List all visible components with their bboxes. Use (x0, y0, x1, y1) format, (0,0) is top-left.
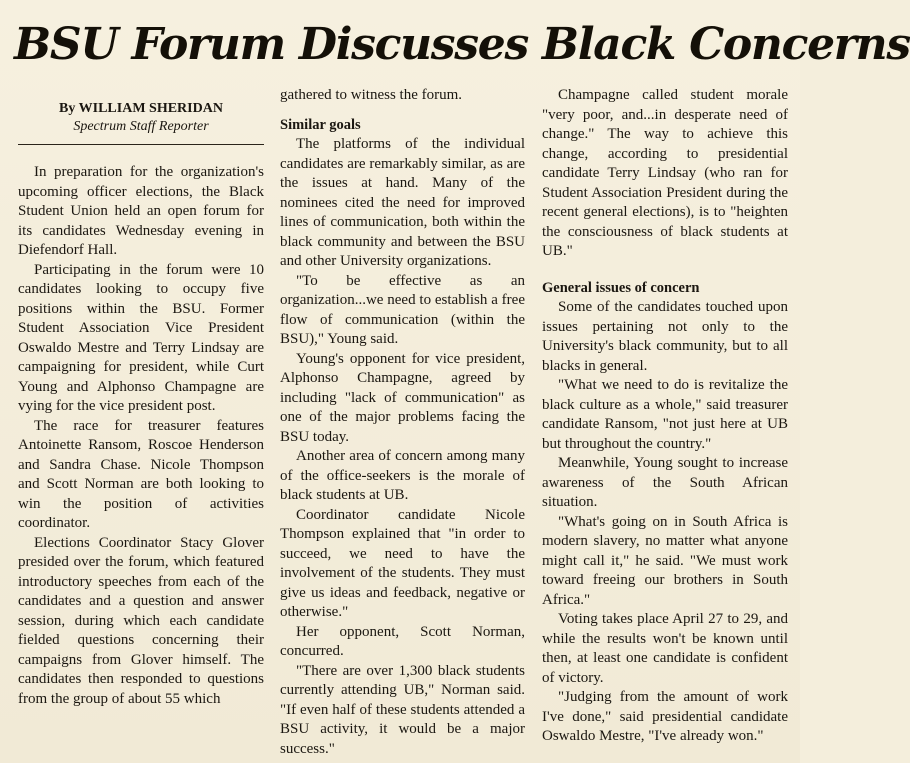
article-column-2 (280, 86, 525, 759)
paragraph: Her opponent, Scott Norman, concurred. (280, 623, 525, 659)
paragraph: "What's going on in South Africa is modern slavery, no matter what anyone might call it," he said. "We must work toward freeing our brothers in South Africa." (542, 513, 788, 608)
subhead: Similar goals (280, 116, 361, 133)
paragraph: Coordinator candidate Nicole Thompson explained that "in order to succeed, we need to have the involvement of the students. They must give us ideas and feedback, negative or otherwise." (280, 506, 525, 620)
paragraph: "There are over 1,300 black students currently attending UB," Norman said. "If even half of these students attended a BSU activity, it would be a major success." (280, 662, 525, 757)
byline-role: Spectrum Staff Reporter (73, 119, 209, 134)
paragraph: "To be effective as an organization...we need to establish a free flow of communication (within the BSU)," Young said. (280, 272, 525, 347)
paragraph: In preparation for the organization's upcoming officer elections, the Black Student Union held an open forum for its candidates Wednesday evening in Diefendorf Hall. (18, 164, 264, 258)
paragraph: The race for treasurer features Antoinette Ransom, Roscoe Henderson and Sandra Chase. Nicole Thompson and Scott Norman are both looking to win the position of activities coordinator. (18, 417, 264, 531)
article-column-1 (18, 86, 264, 709)
byline-block (18, 86, 264, 145)
subhead: General issues of concern (542, 279, 700, 296)
byline: By WILLIAM SHERIDAN (59, 101, 223, 116)
paragraph: Voting takes place April 27 to 29, and while the results won't be known until then, at least one candidate is confident of victory. (542, 611, 788, 686)
paragraph: The platforms of the individual candidates are remarkably similar, as are the issues at hand. Many of the nominees cited the need for improved lines of communication, both within the black community and between the BSU and other University organizations. (280, 136, 525, 269)
paragraph-continuation: gathered to witness the forum. (280, 87, 463, 103)
paragraph: Another area of concern among many of the office-seekers is the morale of black students at UB. (280, 448, 525, 503)
article-column-3 (542, 86, 788, 747)
paragraph: Meanwhile, Young sought to increase awareness of the South African situation. (542, 455, 788, 510)
paragraph: "Judging from the amount of work I've done," said presidential candidate Oswaldo Mestre, "I've already won." (542, 689, 788, 744)
paragraph: Young's opponent for vice president, Alphonso Champagne, agreed by including "lack of communication" as one of the major problems facing the BSU today. (280, 350, 525, 445)
paragraph: Participating in the forum were 10 candidates looking to occupy five positions within the BSU. Former Student Association Vice President Oswaldo Mestre and Terry Lindsay are campaigning for president, while Curt Young and Alphonso Champagne are vying for the vice president post. (18, 261, 264, 414)
paragraph: "What we need to do is revitalize the black culture as a whole," said treasurer candidate Ransom, "not just here at UB but throughout the country." (542, 377, 788, 452)
article-headline: BSU Forum Discusses Black Concerns (14, 19, 910, 70)
paragraph: Elections Coordinator Stacy Glover presided over the forum, which featured introductory speeches from each of the candidates and a question and answer session, during which each candidate fielded questions concerning their campaigns from Glover himself. The candidates then responded to questions from the group of about 55 which (18, 534, 264, 707)
paragraph: Some of the candidates touched upon issues pertaining not only to the University's black community, but to all blacks in general. (542, 299, 788, 374)
paragraph: Champagne called student morale "very poor, and...in desperate need of change." The way to achieve this change, according to presidential candidate Terry Lindsay (who ran for Student Association President during the recent general elections), is to "heighten the consciousness of black students at UB." (542, 87, 788, 259)
